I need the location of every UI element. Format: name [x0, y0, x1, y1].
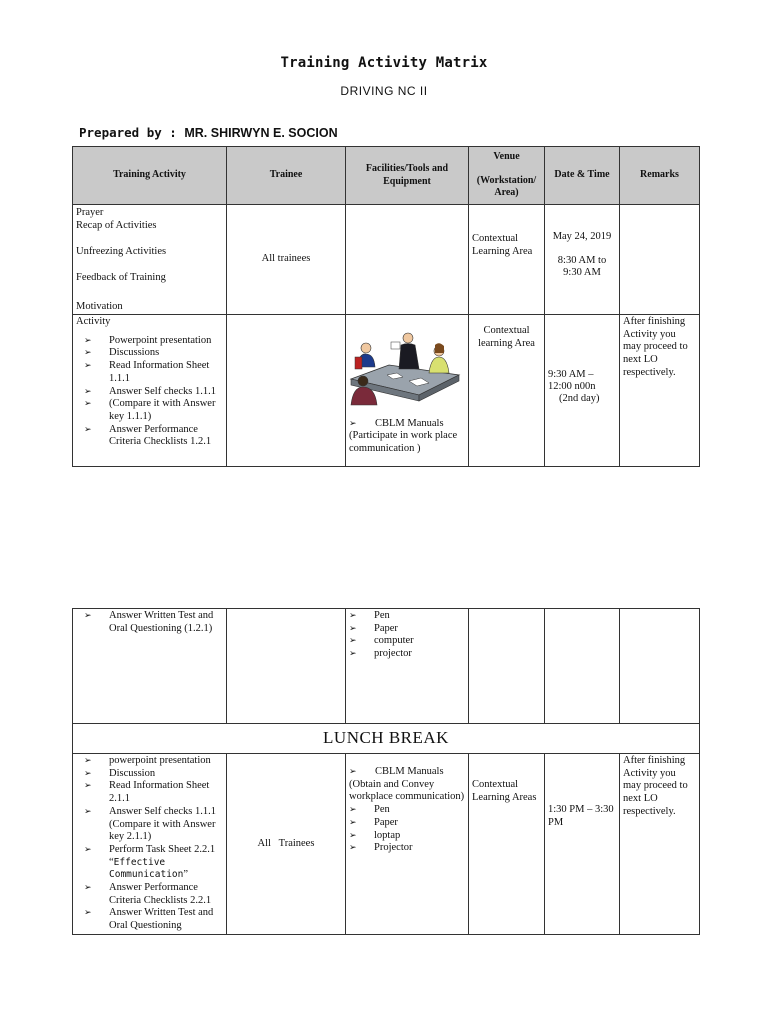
task-suffix: ”	[183, 869, 189, 881]
time-text: 1:30 PM – 3:30 PM	[548, 804, 614, 828]
activity-line: Feedback of Training	[76, 272, 166, 283]
list-item: ➢ Powerpoint presentation	[84, 335, 223, 348]
list-item: ➢ Projector	[349, 842, 465, 855]
list-item: ➢ Answer Self checks 1.1.1	[84, 386, 223, 399]
list-item: ➢ loptap	[349, 830, 465, 843]
trainee-cell	[227, 205, 346, 315]
list-item: ➢ projector	[349, 648, 465, 661]
remarks-cell	[620, 205, 700, 315]
remarks-text: After finishing Activity you may proceed to next LO respectively.	[623, 316, 688, 378]
list-item: ➢ Read Information Sheet 1.1.1	[84, 360, 223, 385]
training-matrix-table-2	[72, 608, 700, 935]
activity-cell	[73, 609, 227, 724]
facilities-list	[349, 804, 465, 855]
list-item: ➢ Discussion	[84, 768, 223, 781]
task-prefix: Perform Task Sheet 2.2.1 “	[109, 843, 216, 868]
activity-list	[76, 755, 223, 933]
date-time-cell	[545, 205, 620, 315]
prepared-name: MR. SHIRWYN E. SOCION	[184, 126, 338, 140]
activity-line: Prayer	[76, 207, 104, 218]
list-item: ➢ computer	[349, 635, 465, 648]
list-item: ➢ powerpoint presentation	[84, 755, 223, 768]
list-item: ➢ Answer Performance Criteria Checklists 1.2.1	[84, 424, 223, 449]
lunch-break-row	[73, 724, 700, 754]
remarks-text: After finishing Activity you may proceed to next LO respectively.	[623, 755, 688, 817]
venue-text: Contextual Learning Areas	[472, 779, 537, 803]
venue-cell	[469, 315, 545, 467]
facilities-cell	[346, 609, 469, 724]
day-text: (2nd day)	[559, 393, 600, 404]
table-row	[73, 205, 700, 315]
list-item: ➢ Paper	[349, 623, 465, 636]
date-time-cell	[545, 754, 620, 935]
list-item	[84, 844, 223, 882]
venue-text: Contextual learning Area	[478, 325, 535, 349]
trainee-cell	[227, 609, 346, 724]
list-item: ➢ (Compare it with Answer key 1.1.1)	[84, 398, 223, 423]
trainee-text: All Trainees	[257, 837, 315, 849]
facilities-cell	[346, 754, 469, 935]
date-text: May 24, 2019	[552, 231, 612, 242]
facilities-cell	[346, 315, 469, 467]
activity-list	[76, 610, 223, 635]
list-item: ➢ Pen	[349, 610, 465, 623]
header-facilities: Facilities/Tools and Equipment	[346, 147, 469, 205]
table-header-row	[73, 147, 700, 205]
header-date-time: Date & Time	[545, 147, 620, 205]
facility-item	[349, 766, 465, 779]
date-time-cell	[545, 315, 620, 467]
table-row	[73, 609, 700, 724]
remarks-cell	[620, 315, 700, 467]
facility-item-text: CBLM Manuals	[375, 417, 444, 429]
date-time-cell	[545, 609, 620, 724]
venue-cell	[469, 754, 545, 935]
facility-item-text: CBLM Manuals	[375, 766, 444, 777]
arrow-icon: ➢	[349, 418, 357, 429]
activity-cell	[73, 205, 227, 315]
task-emphasis: Effective Communication	[109, 856, 184, 881]
table-row	[73, 315, 700, 467]
activity-list	[76, 335, 223, 449]
lunch-break-label: LUNCH BREAK	[73, 724, 700, 754]
list-item: ➢ Answer Performance Criteria Checklists 2.2.1	[84, 882, 223, 907]
list-item: ➢ Pen	[349, 804, 465, 817]
list-item: ➢ Answer Written Test and Oral Questioning (1.2.1)	[84, 610, 223, 635]
trainee-cell	[227, 315, 346, 467]
facilities-cell	[346, 205, 469, 315]
header-venue	[469, 147, 545, 205]
activity-cell	[73, 315, 227, 467]
table-row	[73, 754, 700, 935]
activity-line: Recap of Activities	[76, 220, 157, 231]
list-item: ➢ Discussions	[84, 347, 223, 360]
trainee-text: All trainees	[261, 253, 311, 265]
facility-item	[349, 418, 465, 431]
trainee-cell	[227, 754, 346, 935]
prepared-by	[79, 125, 338, 140]
time-text: 9:30 AM – 12:00 n00n	[548, 369, 596, 392]
header-trainee: Trainee	[227, 147, 346, 205]
list-item: ➢ Answer Self checks 1.1.1 (Compare it with Answer key 2.1.1)	[84, 806, 223, 844]
training-matrix-table-1	[72, 146, 700, 467]
remarks-cell	[620, 754, 700, 935]
list-item: ➢ Answer Written Test and Oral Questioning	[84, 907, 223, 932]
facility-note: (Obtain and Convey workplace communication)	[349, 778, 465, 803]
venue-cell	[469, 609, 545, 724]
remarks-cell	[620, 609, 700, 724]
header-training-activity: Training Activity	[73, 147, 227, 205]
prepared-label: Prepared by :	[79, 125, 185, 140]
facility-note: (Participate in work place communication )	[349, 430, 458, 455]
list-item: ➢ Paper	[349, 817, 465, 830]
meeting-clipart-icon	[349, 329, 461, 407]
venue-text: Contextual Learning Area	[472, 233, 533, 257]
list-item: ➢ Read Information Sheet 2.1.1	[84, 780, 223, 805]
arrow-icon: ➢	[349, 767, 357, 777]
time-text: 8:30 AM to 9:30 AM	[557, 254, 607, 279]
facilities-list	[349, 610, 465, 661]
header-venue-sub: (Workstation/ Area)	[476, 174, 537, 199]
venue-cell	[469, 205, 545, 315]
activity-heading: Activity	[76, 316, 111, 327]
header-remarks: Remarks	[620, 147, 700, 205]
activity-line: Unfreezing Activities	[76, 246, 167, 257]
activity-line: Motivation	[76, 301, 123, 312]
document-subtitle: DRIVING NC II	[340, 84, 428, 98]
activity-cell	[73, 754, 227, 935]
document-title: Training Activity Matrix	[280, 55, 488, 71]
header-venue-label: Venue	[493, 150, 520, 162]
